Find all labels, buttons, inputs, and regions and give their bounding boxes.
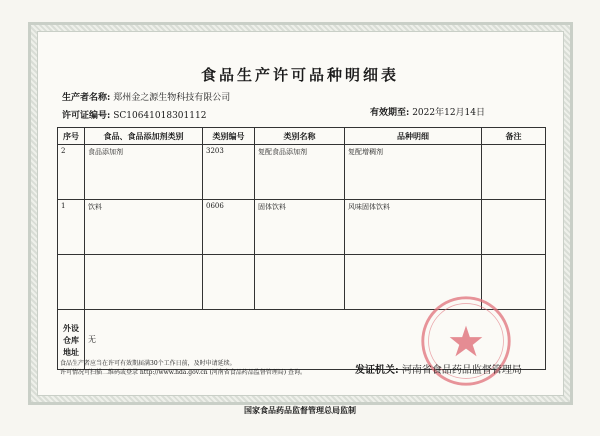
validity-label: 有效期至: xyxy=(370,108,410,118)
note-line: 食品生产者应当在许可有效期届满30个工作日前，及时申请延续。 xyxy=(60,360,236,367)
cell-variety: 复配增稠剂 xyxy=(345,145,482,200)
cell-category-code: 3203 xyxy=(203,145,255,200)
cell-category-name: 固体饮料 xyxy=(255,200,345,255)
cell-category-code xyxy=(203,255,255,310)
table-row xyxy=(58,200,546,255)
note-line: 许可情况可扫描二维码或登录 http://www.hda.gov.cn (河南省食品药品监督管理局) 查询。 xyxy=(60,369,307,376)
header-index: 序号 xyxy=(58,128,85,145)
cell-index xyxy=(58,255,85,310)
cell-category: 饮料 xyxy=(85,200,203,255)
cell-category-code: 0606 xyxy=(203,200,255,255)
cell-index: 2 xyxy=(58,145,85,200)
cell-index: 1 xyxy=(58,200,85,255)
issuer-name: 河南省食品药品监督管理局 xyxy=(401,365,522,376)
cell-category: 食品添加剂 xyxy=(85,145,203,200)
cell-category xyxy=(85,255,203,310)
header-category-code: 类别编号 xyxy=(203,128,255,145)
cell-category-name xyxy=(255,255,345,310)
validity-date: 2022年12月14日 xyxy=(412,108,486,118)
cell-variety: 风味固体饮料 xyxy=(345,200,482,255)
table-header-row xyxy=(58,128,546,145)
warehouse-address-label: 外设 仓库 地址 xyxy=(58,310,85,370)
header-category: 食品、食品添加剂类别 xyxy=(85,128,203,145)
issuer-label: 发证机关: xyxy=(355,365,399,376)
license-line xyxy=(62,108,206,121)
warehouse-address-value: 无 xyxy=(85,310,546,370)
validity-line xyxy=(370,105,485,118)
header-remark: 备注 xyxy=(482,128,546,145)
table-row xyxy=(58,145,546,200)
cell-remark xyxy=(482,145,546,200)
license-label: 许可证编号: xyxy=(62,111,111,121)
issuing-authority xyxy=(355,361,522,376)
page-title: 食品生产许可品种明细表 xyxy=(200,66,399,84)
license-number: SC10641018301112 xyxy=(113,111,207,121)
header-variety: 品种明细 xyxy=(345,128,482,145)
notes xyxy=(60,359,306,377)
cell-remark xyxy=(482,200,546,255)
producer-line xyxy=(62,90,230,103)
producer-name: 郑州金之源生物科技有限公司 xyxy=(113,93,231,103)
header-category-name: 类别名称 xyxy=(255,128,345,145)
cell-category-name: 复配食品添加剂 xyxy=(255,145,345,200)
footer-supervisor: 国家食品药品监督管理总局监制 xyxy=(244,405,356,415)
producer-label: 生产者名称: xyxy=(62,93,111,103)
